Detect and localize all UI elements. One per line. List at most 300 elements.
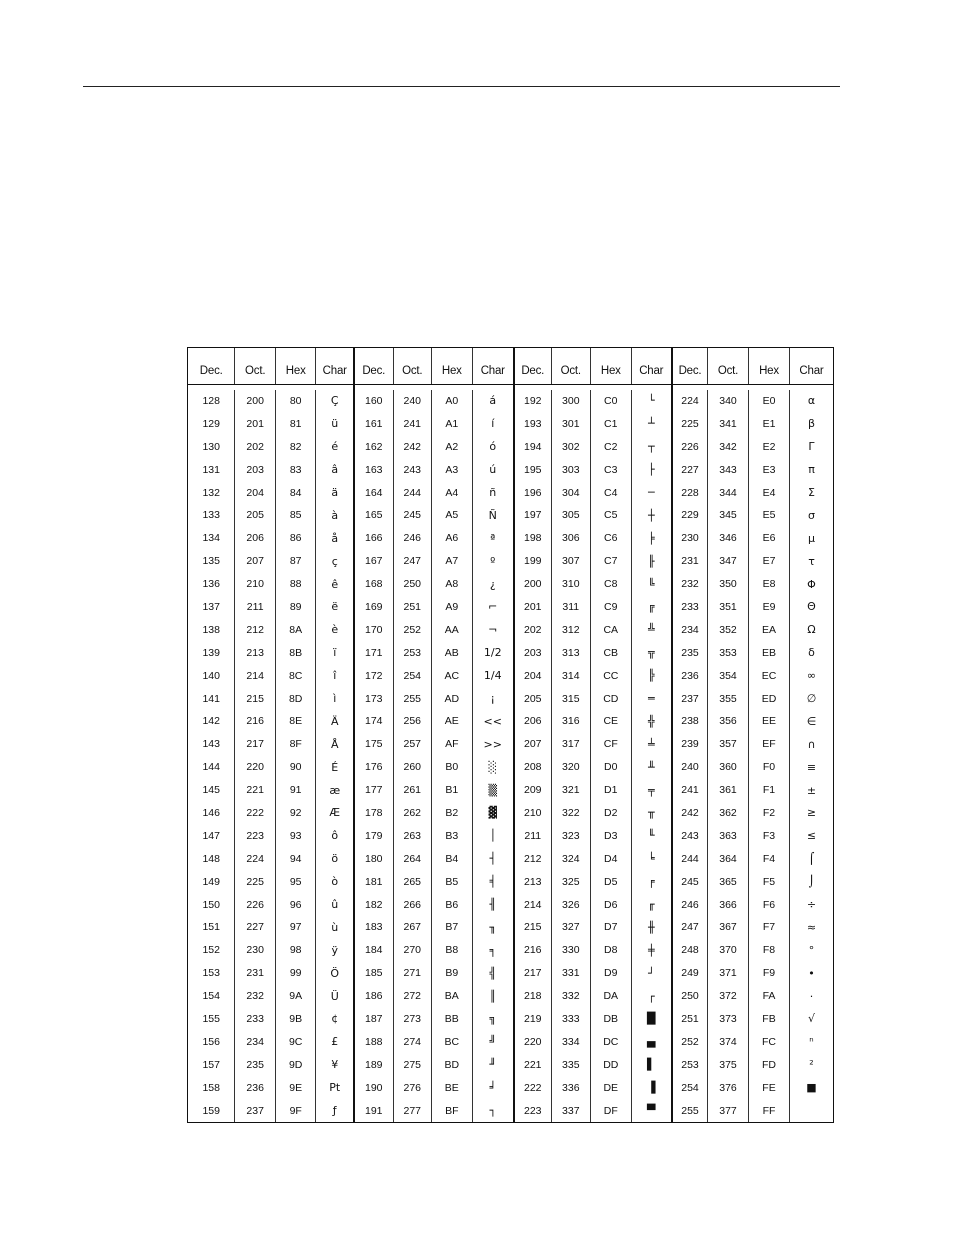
- dec-cell: 164: [355, 481, 394, 504]
- hex-cell: 85: [276, 504, 317, 527]
- oct-cell: 334: [552, 1030, 592, 1053]
- char-cell: Ç: [330, 394, 339, 408]
- char-cell: ╥: [647, 806, 655, 820]
- oct-cell: 273: [394, 1008, 433, 1031]
- char-cell: ·: [809, 989, 814, 1003]
- dec-cell: 188: [355, 1030, 394, 1053]
- char-cell: Å: [330, 737, 339, 751]
- hex-cell: 91: [276, 779, 317, 802]
- table-row: [355, 1053, 513, 1076]
- hex-cell: D3: [591, 824, 631, 847]
- char-cell: ≈: [806, 920, 817, 934]
- column-header-char: Char: [322, 364, 347, 377]
- table-row: [515, 664, 671, 687]
- char-cell: ╕: [489, 943, 497, 957]
- dec-cell: 241: [673, 779, 708, 802]
- char-cell: ╠: [647, 669, 655, 683]
- hex-cell: B3: [432, 824, 472, 847]
- table-body: [355, 385, 513, 1123]
- char-cell: ┌: [647, 989, 655, 1003]
- table-row: [355, 412, 513, 435]
- table-row: [355, 641, 513, 664]
- char-cell: ▒: [488, 783, 497, 797]
- hex-cell: 80: [276, 390, 317, 413]
- hex-cell: F1: [749, 779, 790, 802]
- oct-cell: 244: [394, 481, 433, 504]
- dec-cell: 200: [515, 573, 552, 596]
- char-cell: ╩: [647, 623, 655, 637]
- hex-cell: 86: [276, 527, 317, 550]
- hex-cell: F0: [749, 756, 790, 779]
- dec-cell: 230: [673, 527, 708, 550]
- table-row: [515, 641, 671, 664]
- dec-cell: 159: [188, 1099, 235, 1122]
- hex-cell: F9: [749, 962, 790, 985]
- char-cell: Pt: [329, 1081, 341, 1095]
- hex-cell: E1: [749, 412, 790, 435]
- oct-cell: 252: [394, 618, 433, 641]
- char-cell: ê: [331, 577, 339, 591]
- char-cell: └: [647, 394, 655, 408]
- hex-cell: D4: [591, 847, 631, 870]
- hex-cell: C9: [591, 596, 631, 619]
- column-header-oct: Oct.: [235, 348, 276, 384]
- oct-cell: 272: [394, 985, 433, 1008]
- hex-cell: 8D: [276, 687, 317, 710]
- hex-cell: C3: [591, 458, 631, 481]
- char-cell: ä: [331, 486, 339, 499]
- oct-cell: 321: [552, 779, 592, 802]
- oct-cell: 337: [552, 1099, 592, 1122]
- table-row: [515, 596, 671, 619]
- char-cell: ⌠: [808, 852, 815, 866]
- oct-cell: 254: [394, 664, 433, 687]
- table-row: [355, 939, 513, 962]
- hex-cell: A4: [432, 481, 472, 504]
- oct-cell: 343: [708, 458, 749, 481]
- char-cell: Æ: [329, 806, 341, 820]
- char-cell: ╓: [647, 898, 655, 912]
- table-row: [673, 641, 833, 664]
- oct-cell: 320: [552, 756, 592, 779]
- char-cell: º: [490, 554, 496, 568]
- char-cell: ô: [331, 829, 339, 843]
- dec-cell: 130: [188, 435, 235, 458]
- oct-cell: 310: [552, 573, 592, 596]
- table-row: [188, 687, 353, 710]
- hex-cell: EB: [749, 641, 790, 664]
- char-cell: ╦: [647, 646, 655, 660]
- hex-cell: DA: [591, 985, 631, 1008]
- oct-cell: 374: [708, 1030, 749, 1053]
- oct-cell: 306: [552, 527, 592, 550]
- dec-cell: 220: [515, 1030, 552, 1053]
- dec-cell: 199: [515, 550, 552, 573]
- column-header-oct: Oct.: [394, 348, 433, 384]
- dec-cell: 171: [355, 641, 394, 664]
- oct-cell: 324: [552, 847, 592, 870]
- hex-cell: ED: [749, 687, 790, 710]
- dec-cell: 231: [673, 550, 708, 573]
- hex-cell: 99: [276, 962, 317, 985]
- table-row: [515, 916, 671, 939]
- hex-cell: 81: [276, 412, 317, 435]
- char-cell: Γ: [808, 440, 815, 454]
- oct-cell: 206: [235, 527, 276, 550]
- hex-cell: AD: [432, 687, 472, 710]
- oct-cell: 363: [708, 824, 749, 847]
- char-cell: ╨: [647, 760, 655, 774]
- dec-cell: 144: [188, 756, 235, 779]
- table-row: [673, 847, 833, 870]
- hex-cell: FB: [749, 1008, 790, 1031]
- table-row: [188, 962, 353, 985]
- dec-cell: 156: [188, 1030, 235, 1053]
- char-cell: Ω: [807, 623, 816, 637]
- hex-cell: 87: [276, 550, 317, 573]
- hex-cell: AC: [432, 664, 472, 687]
- dec-cell: 202: [515, 618, 552, 641]
- table-row: [355, 1099, 513, 1122]
- hex-cell: D8: [591, 939, 631, 962]
- table-row: [355, 893, 513, 916]
- hex-cell: 93: [276, 824, 317, 847]
- column-header-dec: Dec.: [673, 348, 708, 384]
- oct-cell: 325: [552, 870, 592, 893]
- dec-cell: 243: [673, 824, 708, 847]
- oct-cell: 326: [552, 893, 592, 916]
- dec-cell: 232: [673, 573, 708, 596]
- char-cell: æ: [329, 783, 341, 797]
- table-row: [355, 779, 513, 802]
- oct-cell: 377: [708, 1099, 749, 1122]
- char-cell: î: [333, 669, 337, 683]
- table-row: [515, 847, 671, 870]
- hex-cell: EA: [749, 618, 790, 641]
- header-rule: [83, 86, 840, 87]
- hex-cell: FA: [749, 985, 790, 1008]
- dec-cell: 152: [188, 939, 235, 962]
- hex-cell: A9: [432, 596, 472, 619]
- dec-cell: 240: [673, 756, 708, 779]
- table-row: [515, 481, 671, 504]
- table-row: [515, 985, 671, 1008]
- hex-cell: AE: [432, 710, 472, 733]
- table-body: [673, 385, 833, 1123]
- char-cell: ╝: [489, 1035, 497, 1049]
- dec-cell: 167: [355, 550, 394, 573]
- dec-cell: 226: [673, 435, 708, 458]
- oct-cell: 300: [552, 390, 592, 413]
- dec-cell: 197: [515, 504, 552, 527]
- dec-cell: 237: [673, 687, 708, 710]
- oct-cell: 335: [552, 1053, 592, 1076]
- table-row: [188, 1099, 353, 1122]
- hex-cell: 8F: [276, 733, 317, 756]
- oct-cell: 302: [552, 435, 592, 458]
- oct-cell: 304: [552, 481, 592, 504]
- table-row: [673, 870, 833, 893]
- table-row: [515, 435, 671, 458]
- table-row: [515, 390, 671, 413]
- oct-cell: 344: [708, 481, 749, 504]
- char-cell: α: [807, 394, 816, 408]
- hex-cell: CD: [591, 687, 631, 710]
- table-row: [355, 481, 513, 504]
- table-row: [515, 733, 671, 756]
- table-row: [515, 573, 671, 596]
- table-row: [188, 802, 353, 825]
- oct-cell: 367: [708, 916, 749, 939]
- table-row: [515, 412, 671, 435]
- dec-cell: 242: [673, 802, 708, 825]
- oct-cell: 240: [394, 390, 433, 413]
- char-cell: í: [491, 417, 495, 431]
- table-row: [673, 756, 833, 779]
- oct-cell: 270: [394, 939, 433, 962]
- dec-cell: 195: [515, 458, 552, 481]
- dec-cell: 234: [673, 618, 708, 641]
- dec-cell: 153: [188, 962, 235, 985]
- dec-cell: 174: [355, 710, 394, 733]
- table-row: [673, 435, 833, 458]
- dec-cell: 192: [515, 390, 552, 413]
- table-row: [188, 939, 353, 962]
- char-cell: ▌: [647, 1058, 656, 1072]
- table-row: [515, 939, 671, 962]
- column-header-oct: Oct.: [552, 348, 592, 384]
- table-row: [355, 870, 513, 893]
- oct-cell: 237: [235, 1099, 276, 1122]
- char-cell: ╒: [647, 875, 655, 889]
- char-cell: ╧: [647, 737, 655, 751]
- table-row: [673, 573, 833, 596]
- char-cell: ≤: [806, 829, 817, 843]
- table-row: [355, 435, 513, 458]
- char-cell: μ: [808, 531, 815, 545]
- table-row: [355, 550, 513, 573]
- dec-cell: 166: [355, 527, 394, 550]
- char-cell: ╪: [647, 943, 655, 957]
- table-row: [673, 550, 833, 573]
- dec-cell: 181: [355, 870, 394, 893]
- hex-cell: 89: [276, 596, 317, 619]
- dec-cell: 182: [355, 893, 394, 916]
- table-row: [673, 1076, 833, 1099]
- char-cell: ó: [489, 440, 497, 454]
- table-row: [515, 802, 671, 825]
- oct-cell: 225: [235, 870, 276, 893]
- hex-cell: BB: [432, 1008, 472, 1031]
- hex-cell: A7: [432, 550, 472, 573]
- oct-cell: 255: [394, 687, 433, 710]
- table-row: [355, 962, 513, 985]
- table-row: [355, 1030, 513, 1053]
- oct-cell: 331: [552, 962, 592, 985]
- dec-cell: 196: [515, 481, 552, 504]
- char-cell: ╜: [489, 1058, 497, 1072]
- column-header-hex: Hex: [432, 348, 472, 384]
- char-cell: ╙: [647, 829, 655, 843]
- char-cell: ╘: [647, 852, 655, 866]
- hex-cell: DE: [591, 1076, 631, 1099]
- oct-cell: 312: [552, 618, 592, 641]
- table-row: [515, 550, 671, 573]
- oct-cell: 257: [394, 733, 433, 756]
- hex-cell: BF: [432, 1099, 472, 1122]
- char-cell: ⌐: [488, 600, 498, 614]
- hex-cell: CA: [591, 618, 631, 641]
- char-cell: ┐: [489, 1104, 497, 1118]
- oct-cell: 375: [708, 1053, 749, 1076]
- dec-cell: 225: [673, 412, 708, 435]
- hex-cell: BA: [432, 985, 472, 1008]
- oct-cell: 376: [708, 1076, 749, 1099]
- char-cell: ÷: [806, 898, 817, 912]
- oct-cell: 251: [394, 596, 433, 619]
- table-row: [188, 664, 353, 687]
- dec-cell: 251: [673, 1008, 708, 1031]
- hex-cell: E7: [749, 550, 790, 573]
- table-row: [673, 618, 833, 641]
- table-row: [188, 550, 353, 573]
- column-header-oct: Oct.: [708, 348, 749, 384]
- char-cell: ¬: [488, 623, 498, 637]
- hex-cell: A5: [432, 504, 472, 527]
- table-row: [355, 847, 513, 870]
- table-row: [188, 390, 353, 413]
- dec-cell: 253: [673, 1053, 708, 1076]
- oct-cell: 232: [235, 985, 276, 1008]
- dec-cell: 168: [355, 573, 394, 596]
- oct-cell: 213: [235, 641, 276, 664]
- dec-cell: 217: [515, 962, 552, 985]
- oct-cell: 315: [552, 687, 592, 710]
- hex-cell: BD: [432, 1053, 472, 1076]
- hex-cell: B9: [432, 962, 472, 985]
- oct-cell: 261: [394, 779, 433, 802]
- oct-cell: 311: [552, 596, 592, 619]
- column-header-hex: Hex: [749, 348, 790, 384]
- table-row: [673, 733, 833, 756]
- hex-cell: C0: [591, 390, 631, 413]
- table-row: [188, 458, 353, 481]
- char-cell: ∞: [806, 669, 817, 683]
- oct-cell: 352: [708, 618, 749, 641]
- char-cell: Ä: [330, 714, 339, 728]
- dec-cell: 221: [515, 1053, 552, 1076]
- char-cell: π: [808, 463, 815, 477]
- dec-cell: 186: [355, 985, 394, 1008]
- oct-cell: 245: [394, 504, 433, 527]
- char-cell: Ñ: [488, 508, 497, 522]
- dec-cell: 216: [515, 939, 552, 962]
- table-row: [673, 939, 833, 962]
- char-cell: ╖: [489, 920, 497, 934]
- table-body: [188, 385, 353, 1123]
- dec-cell: 244: [673, 847, 708, 870]
- table-row: [673, 412, 833, 435]
- hex-cell: 9A: [276, 985, 317, 1008]
- dec-cell: 149: [188, 870, 235, 893]
- dec-cell: 151: [188, 916, 235, 939]
- char-cell: ç: [331, 554, 338, 568]
- hex-cell: 9D: [276, 1053, 317, 1076]
- hex-cell: 82: [276, 435, 317, 458]
- oct-cell: 351: [708, 596, 749, 619]
- dec-cell: 245: [673, 870, 708, 893]
- hex-cell: B2: [432, 802, 472, 825]
- table-row: [188, 824, 353, 847]
- hex-cell: DF: [591, 1099, 631, 1122]
- header-row: [515, 348, 671, 385]
- dec-cell: 233: [673, 596, 708, 619]
- oct-cell: 256: [394, 710, 433, 733]
- dec-cell: 255: [673, 1099, 708, 1122]
- hex-cell: D0: [591, 756, 631, 779]
- dec-cell: 176: [355, 756, 394, 779]
- table-row: [188, 779, 353, 802]
- column-header-dec: Dec.: [188, 348, 235, 384]
- char-cell: ║: [489, 989, 497, 1003]
- table-row: [355, 802, 513, 825]
- table-row: [188, 596, 353, 619]
- oct-cell: 371: [708, 962, 749, 985]
- char-cell: ╣: [489, 966, 497, 980]
- table-body: [515, 385, 671, 1123]
- hex-cell: 97: [276, 916, 317, 939]
- char-cell: ╛: [489, 1081, 497, 1095]
- table-row: [188, 435, 353, 458]
- dec-cell: 227: [673, 458, 708, 481]
- oct-cell: 221: [235, 779, 276, 802]
- column-header-hex: Hex: [591, 348, 631, 384]
- char-cell: ─: [647, 486, 655, 499]
- hex-cell: D2: [591, 802, 631, 825]
- hex-cell: F3: [749, 824, 790, 847]
- oct-cell: 201: [235, 412, 276, 435]
- dec-cell: 135: [188, 550, 235, 573]
- oct-cell: 226: [235, 893, 276, 916]
- oct-cell: 317: [552, 733, 592, 756]
- table-row: [188, 893, 353, 916]
- char-cell: ⌡: [808, 875, 815, 889]
- char-cell: å: [331, 531, 339, 545]
- hex-cell: C5: [591, 504, 631, 527]
- column-group-1: [188, 348, 355, 1122]
- oct-cell: 215: [235, 687, 276, 710]
- dec-cell: 198: [515, 527, 552, 550]
- oct-cell: 341: [708, 412, 749, 435]
- oct-cell: 231: [235, 962, 276, 985]
- oct-cell: 216: [235, 710, 276, 733]
- char-cell: £: [331, 1035, 339, 1049]
- oct-cell: 220: [235, 756, 276, 779]
- table-row: [515, 527, 671, 550]
- char-cell: ¡: [490, 692, 495, 706]
- dec-cell: 143: [188, 733, 235, 756]
- column-header-hex: Hex: [276, 348, 317, 384]
- oct-cell: 230: [235, 939, 276, 962]
- table-row: [673, 893, 833, 916]
- table-row: [673, 390, 833, 413]
- dec-cell: 170: [355, 618, 394, 641]
- dec-cell: 132: [188, 481, 235, 504]
- dec-cell: 161: [355, 412, 394, 435]
- oct-cell: 313: [552, 641, 592, 664]
- hex-cell: C7: [591, 550, 631, 573]
- char-cell: Θ: [807, 600, 816, 614]
